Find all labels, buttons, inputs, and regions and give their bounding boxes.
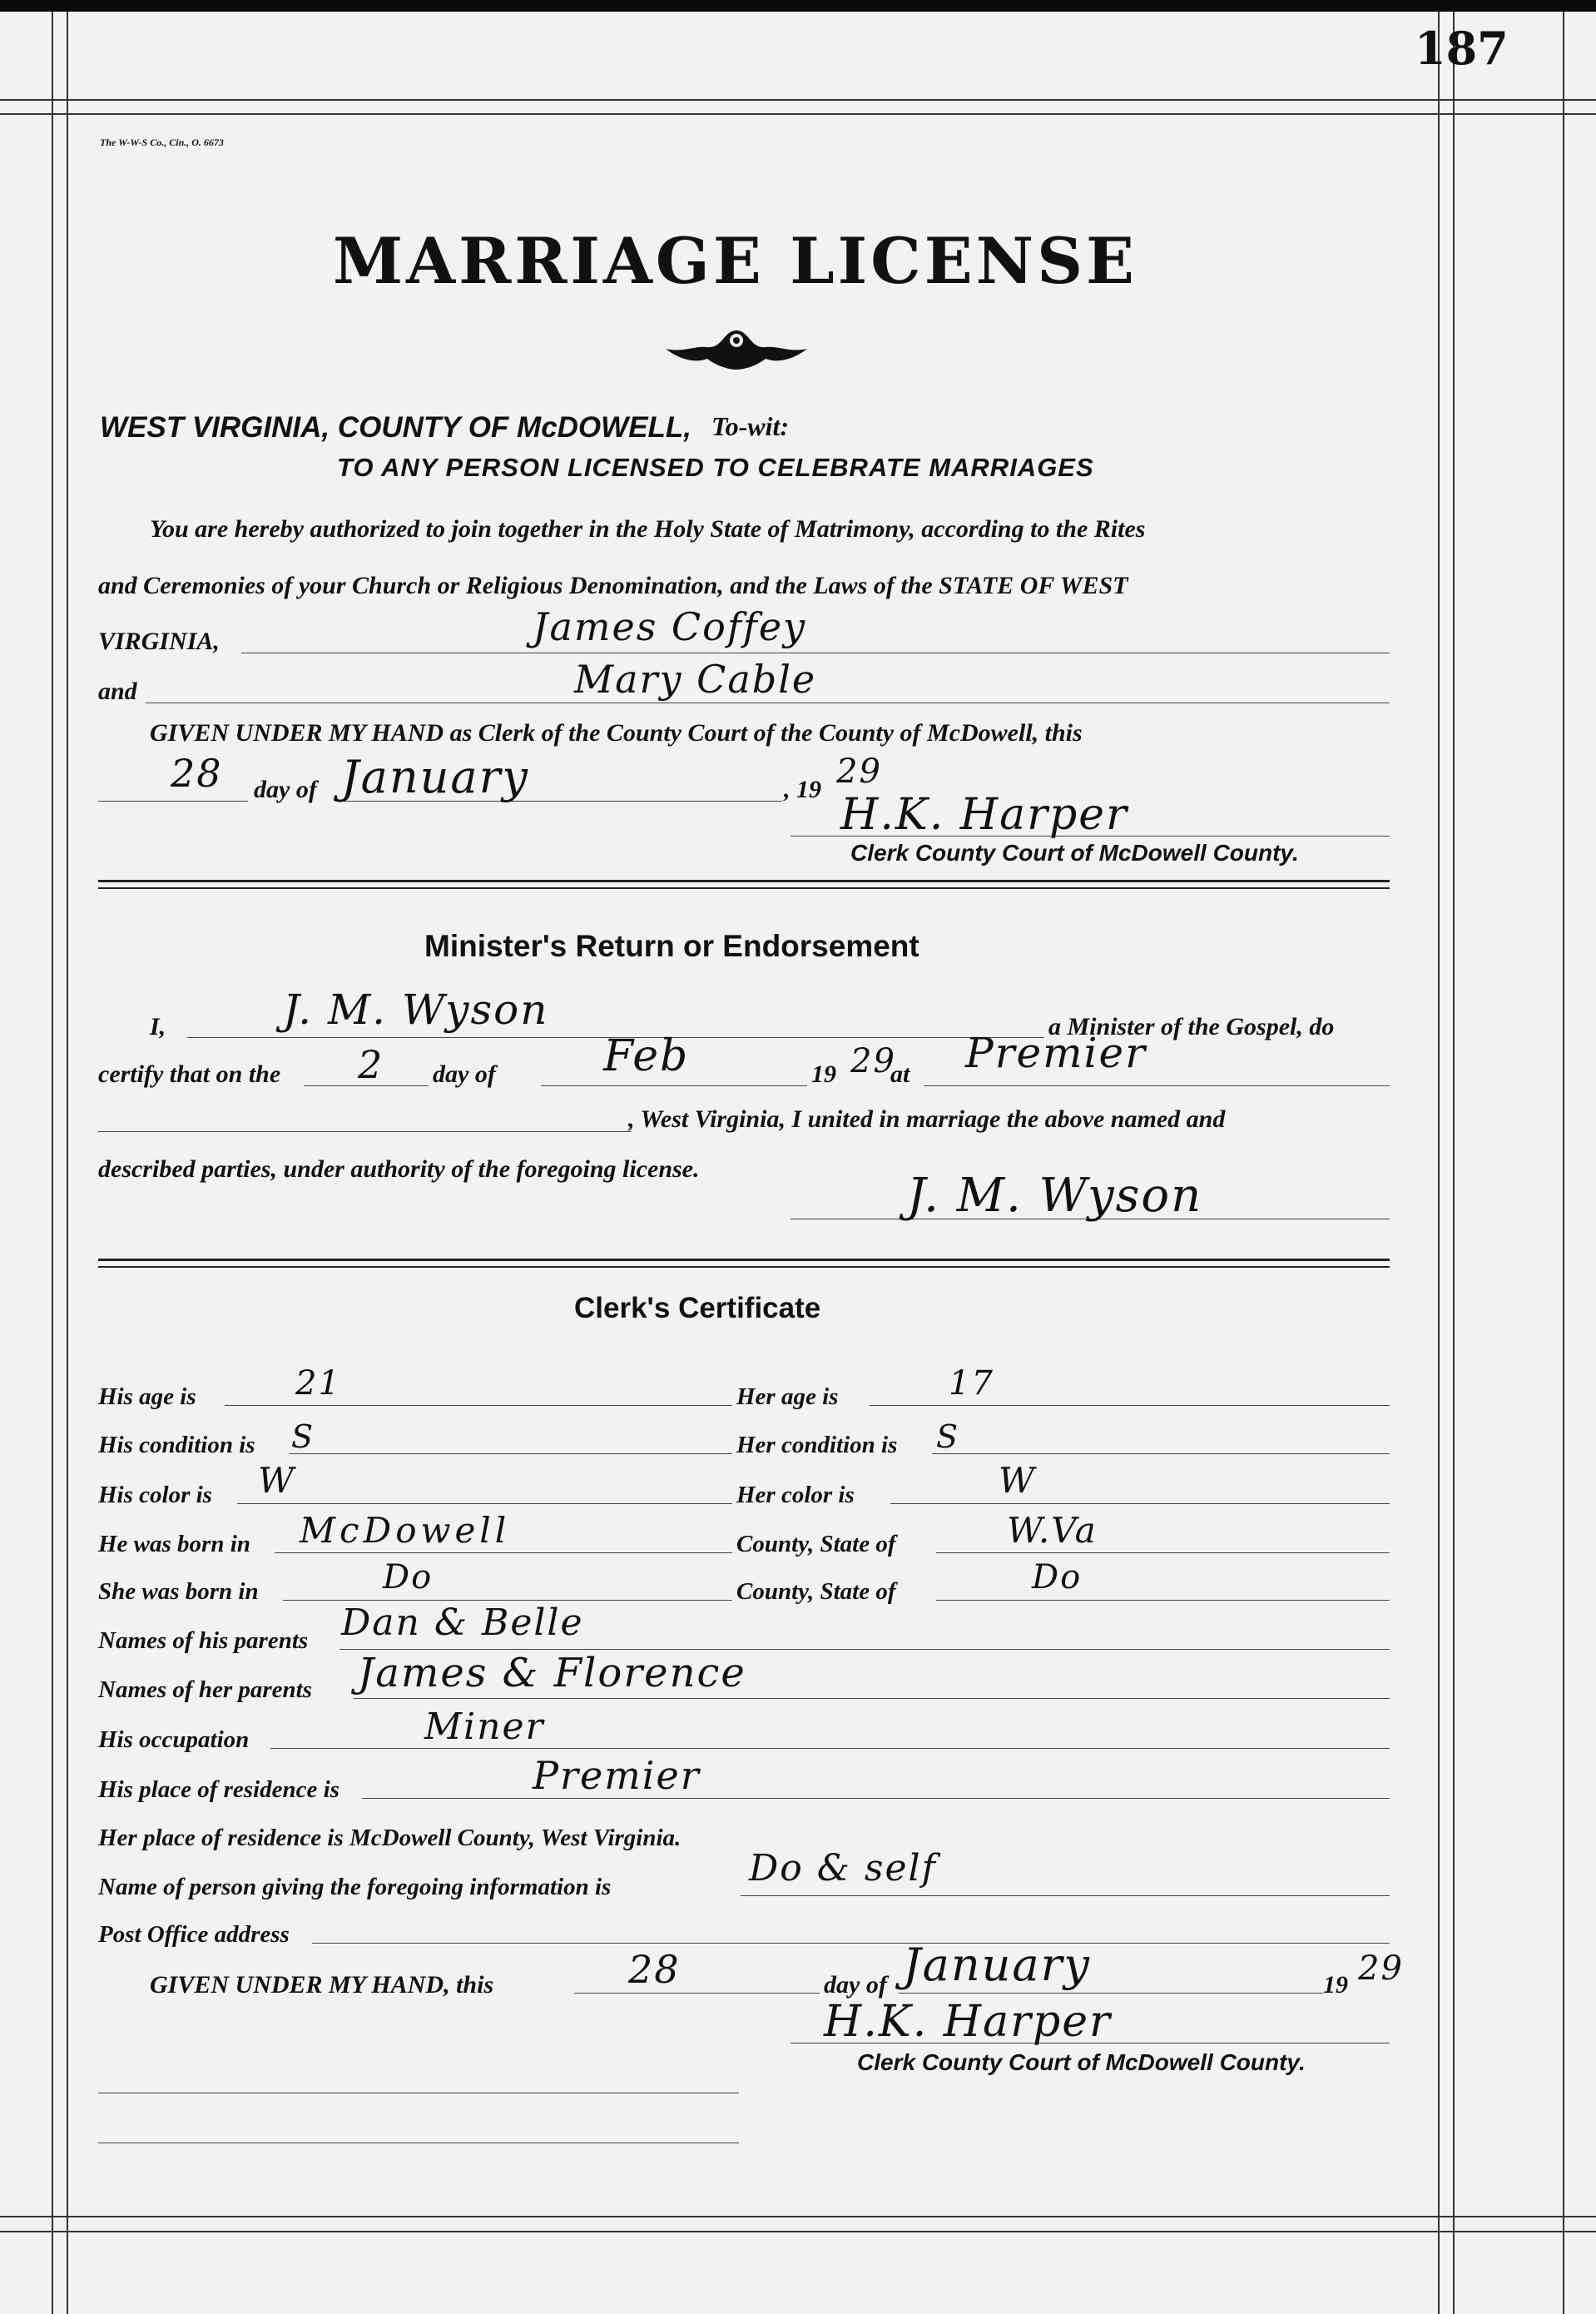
post-office-label: Post Office address	[98, 1921, 290, 1948]
she-born: Do	[383, 1558, 434, 1596]
place-line	[924, 1085, 1390, 1086]
his-condition: S	[291, 1418, 315, 1455]
i-label: I,	[150, 1013, 166, 1040]
minister-signature: J. M. Wyson	[907, 1169, 1203, 1223]
address-line: TO ANY PERSON LICENSED TO CELEBRATE MARRIAGES	[337, 453, 1094, 482]
frame-line	[1563, 12, 1564, 2314]
cert-year: 29	[1358, 1949, 1404, 1988]
cert-year-prefix: 19	[1323, 1971, 1348, 1999]
she-state-line	[936, 1600, 1390, 1601]
license-text-line: and Ceremonies of your Church or Religious Denomination, and the Laws of the STATE OF WEST	[98, 572, 1128, 599]
her-color-label: Her color is	[736, 1482, 855, 1508]
page-title: MARRIAGE LICENSE	[333, 224, 1138, 298]
minister-name: J. M. Wyson	[283, 986, 549, 1034]
her-color: W	[999, 1460, 1037, 1501]
to-wit-label: To-wit:	[711, 411, 790, 441]
he-state: W.Va	[1007, 1510, 1098, 1551]
minister-year: 29	[850, 1042, 896, 1080]
post-office-line	[312, 1943, 1390, 1944]
occupation-label: His occupation	[98, 1726, 250, 1753]
license-month: January	[341, 751, 529, 803]
her-condition-label: Her condition is	[736, 1432, 898, 1458]
described-text: described parties, under authority of the foregoing license.	[98, 1155, 700, 1183]
cert-day-of-label: day of	[824, 1971, 887, 1999]
her-residence: Her place of residence is McDowell County, West Virginia.	[98, 1825, 682, 1851]
residence-label: His place of residence is	[98, 1776, 340, 1803]
occupation-line	[270, 1748, 1390, 1749]
cert-clerk-title: Clerk County Court of McDowell County.	[857, 2049, 1306, 2075]
license-year: 29	[836, 752, 882, 791]
her-condition-line	[932, 1453, 1390, 1454]
section-divider	[98, 880, 1390, 889]
frame-line	[0, 2216, 1596, 2217]
year-prefix: , 19	[784, 776, 821, 803]
at-label: at	[890, 1060, 910, 1088]
occupation: Miner	[424, 1706, 545, 1748]
frame-line	[1453, 12, 1455, 2314]
her-age: 17	[949, 1364, 994, 1403]
her-parents-line	[354, 1698, 1390, 1699]
informant-line	[741, 1895, 1390, 1896]
certify-label: certify that on the	[98, 1060, 281, 1088]
license-text-line: You are hereby authorized to join together in the Holy State of Matrimony, according to the Rites	[150, 515, 1146, 543]
informant-label: Name of person giving the foregoing information is	[98, 1874, 612, 1900]
minister-year-prefix: 19	[811, 1060, 836, 1088]
his-age: 21	[295, 1364, 341, 1403]
minister-heading: Minister's Return or Endorsement	[424, 929, 919, 963]
frame-line	[1438, 12, 1440, 2314]
his-condition-line	[290, 1453, 732, 1454]
his-condition-label: His condition is	[98, 1432, 255, 1458]
wv-text: , West Virginia, I united in marriage the above named and	[628, 1105, 1226, 1133]
his-age-label: His age is	[98, 1383, 196, 1410]
minister-day-of-label: day of	[433, 1060, 496, 1088]
his-color: W	[258, 1460, 296, 1501]
given-line: GIVEN UNDER MY HAND as Clerk of the County Court of the County of McDowell, this	[150, 719, 1083, 747]
cert-month-line	[899, 1993, 1323, 1994]
his-parents: Dan & Belle	[341, 1601, 584, 1644]
informant: Do & self	[749, 1847, 937, 1889]
cert-day: 28	[628, 1947, 681, 1992]
page-number: 187	[1415, 22, 1509, 75]
he-state-line	[936, 1552, 1390, 1553]
frame-line	[67, 12, 68, 2314]
frame-line	[0, 2231, 1596, 2232]
frame-line	[52, 12, 53, 2314]
she-born-line	[283, 1600, 732, 1601]
minister-text: a Minister of the Gospel, do	[1048, 1013, 1335, 1040]
minister-month-line	[541, 1085, 807, 1086]
her-parents-label: Names of her parents	[98, 1676, 312, 1703]
county-state-label: County, State of	[736, 1578, 896, 1605]
residence-line	[362, 1798, 1390, 1799]
clerk-signature: H.K. Harper	[840, 790, 1128, 840]
residence: Premier	[533, 1753, 701, 1798]
her-age-line	[870, 1405, 1390, 1406]
virginia-label: VIRGINIA,	[98, 628, 220, 655]
her-color-line	[890, 1503, 1390, 1504]
his-color-label: His color is	[98, 1482, 212, 1508]
his-age-line	[225, 1405, 732, 1406]
he-born: McDowell	[300, 1510, 511, 1551]
frame-line	[0, 99, 1596, 101]
day-line	[98, 801, 248, 802]
her-parents: James & Florence	[358, 1650, 746, 1696]
he-born-line	[275, 1552, 732, 1553]
license-day: 28	[171, 751, 223, 796]
cert-clerk-signature: H.K. Harper	[824, 1997, 1112, 2047]
state-county-label: WEST VIRGINIA, COUNTY OF McDOWELL,	[100, 411, 692, 444]
cert-day-line	[574, 1993, 820, 1994]
he-born-label: He was born in	[98, 1531, 250, 1557]
ornament-icon	[657, 324, 815, 374]
his-parents-label: Names of his parents	[98, 1627, 309, 1654]
clerk-certificate-heading: Clerk's Certificate	[574, 1292, 821, 1324]
given-label: GIVEN UNDER MY HAND, this	[150, 1971, 494, 1999]
her-condition: S	[936, 1418, 960, 1455]
her-age-label: Her age is	[736, 1383, 839, 1410]
and-label: and	[98, 678, 137, 705]
cert-month: January	[903, 1939, 1091, 1991]
clerk-title: Clerk County Court of McDowell County.	[850, 840, 1299, 866]
groom-name: James Coffey	[533, 604, 807, 649]
she-born-label: She was born in	[98, 1578, 259, 1605]
section-divider	[98, 1259, 1390, 1268]
place-line-2	[98, 1131, 631, 1132]
she-state: Do	[1032, 1558, 1083, 1596]
frame-line	[0, 113, 1596, 115]
his-color-line	[237, 1503, 732, 1504]
day-of-label: day of	[254, 776, 317, 803]
county-state-label: County, State of	[736, 1531, 896, 1557]
minister-day: 2	[358, 1042, 384, 1087]
minister-month: Feb	[603, 1031, 690, 1081]
minister-place: Premier	[965, 1029, 1147, 1077]
bride-name: Mary Cable	[574, 657, 817, 702]
printer-mark: The W-W-S Co., Cin., O. 6673	[100, 137, 224, 148]
